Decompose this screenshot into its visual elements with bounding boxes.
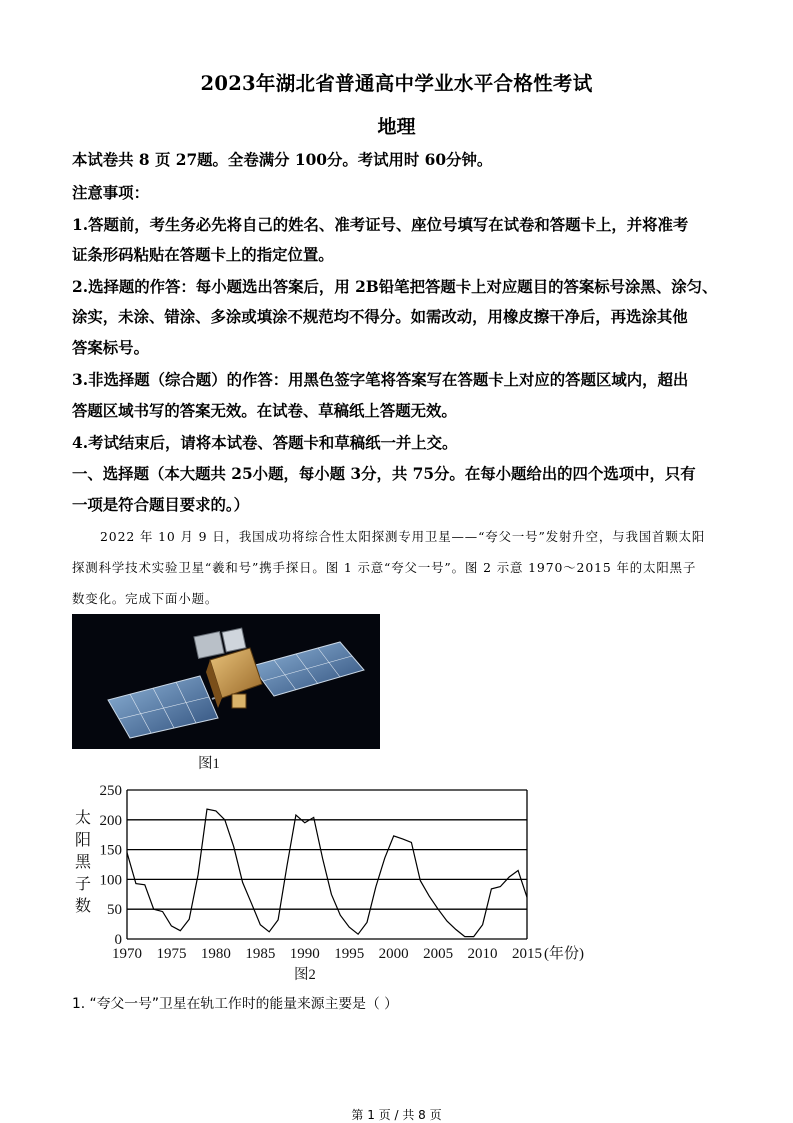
figure-1-caption: 图1 [198,756,220,772]
y-axis-label-char: 阳 [74,832,92,849]
y-tick-label: 250 [99,783,122,799]
figure-2-caption: 图2 [294,967,316,983]
question-1: 1. “夸父一号”卫星在轨工作时的能量来源主要是（ ） [72,996,398,1012]
exam-title: 2023年湖北省普通高中学业水平合格性考试 [200,72,593,95]
notice-item-1-line-1: 1.答题前，考生务必先将自己的姓名、准考证号、座位号填写在试卷和答题卡上，并将准考 [72,216,689,234]
page-footer: 第 1 页 / 共 8 页 [351,1108,442,1122]
section-heading-line-2: 一项是符合题目要求的。） [72,496,249,514]
x-tick-label: 1985 [245,946,276,962]
notice-item-2-line-1: 2.选择题的作答：每小题选出答案后，用 2B铅笔把答题卡上对应题目的答案标号涂黑、涂匀、 [72,278,718,296]
passage-line-3: 数变化。完成下面小题。 [72,591,219,606]
y-axis-label-char: 太 [74,810,92,827]
notice-item-4: 4.考试结束后，请将本试卷、答题卡和草稿纸一并上交。 [72,434,458,452]
x-tick-label: 1975 [156,946,187,962]
passage-line-1: 2022 年 10 月 9 日，我国成功将综合性太阳探测专用卫星——“夸父一号”发射升空，与我国首颗太阳 [100,529,706,544]
notice-heading: 注意事项： [72,184,149,202]
subject-title: 地理 [377,116,416,138]
y-tick-label: 100 [99,872,122,889]
x-tick-label: 1995 [334,946,365,962]
passage-line-2: 探测科学技术实验卫星“羲和号”携手探日。图 1 示意“夸父一号”。图 2 示意 1970～2015 年的太阳黑子 [72,560,697,575]
x-tick-label: 2000 [378,946,409,962]
y-axis-label-char: 子 [74,876,92,893]
x-tick-label: 1970 [112,946,142,962]
y-axis-label-char: 黑 [74,854,92,871]
sunspot-series-line [127,809,527,937]
notice-item-2-line-3: 答案标号。 [72,339,149,357]
x-tick-label: 2015 [512,946,542,962]
y-tick-label: 50 [107,902,122,919]
notice-item-1-line-2: 证条形码粘贴在答题卡上的指定位置。 [72,246,334,264]
satellite-photo [72,614,380,749]
x-tick-label: 1990 [289,946,320,962]
y-tick-label: 200 [99,812,122,829]
notice-item-3-line-2: 答题区域书写的答案无效。在试卷、草稿纸上答题无效。 [72,402,457,420]
y-axis-label-char: 数 [74,898,92,915]
sunspot-chart [70,780,630,985]
x-axis-label: (年份) [544,946,584,962]
x-tick-label: 1980 [200,946,231,962]
satellite-illustration [72,614,380,749]
notice-item-2-line-2: 涂实，未涂、错涂、多涂或填涂不规范均不得分。如需改动，用橡皮擦干净后，再选涂其他 [72,308,688,326]
y-tick-label: 0 [114,932,122,948]
x-tick-label: 2005 [423,946,454,962]
y-tick-label: 150 [99,842,122,859]
x-tick-label: 2010 [467,946,498,962]
notice-item-3-line-1: 3.非选择题（综合题）的作答：用黑色签字笔将答案写在答题卡上对应的答题区域内，超出 [72,371,689,389]
section-heading-line-1: 一、选择题（本大题共 25小题，每小题 3分，共 75分。在每小题给出的四个选项中，只有 [72,465,696,483]
exam-intro: 本试卷共 8 页 27题。全卷满分 100分。考试用时 60分钟。 [72,151,493,169]
